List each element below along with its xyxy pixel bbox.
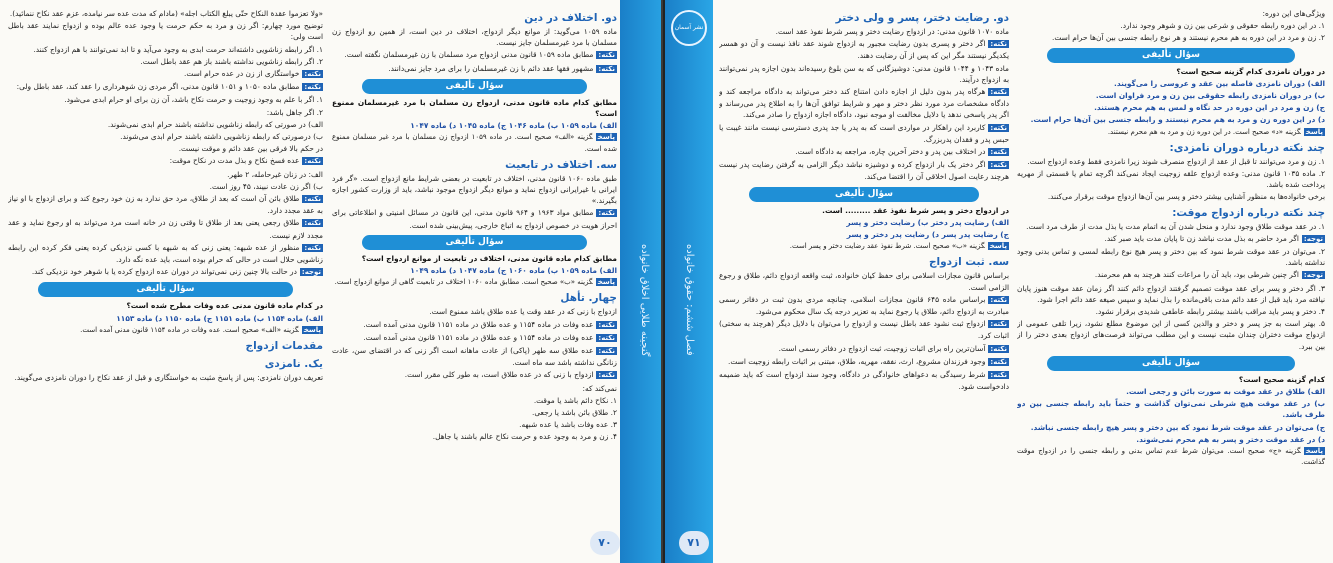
note-tag: نکته: bbox=[990, 161, 1008, 170]
note-text: ازدواج ثبت نشود عقد باطل نیست و ازدواج را می‌توان با دلایل دیگر (هرچند به سختی) اثبات کرد. bbox=[719, 319, 1010, 341]
p70-right-paragraph: نمی‌کند که: bbox=[582, 383, 617, 393]
p71-right-answer-option: ب) در عقد موقت هیچ شرطی نمی‌توان گذاشت و حتماً باید رابطه جنسی بین دو طرف باشد. bbox=[1017, 399, 1326, 420]
page-70 bbox=[0, 0, 661, 563]
note-tag: نکته: bbox=[598, 371, 615, 380]
p70-right-paragraph: طبق ماده ۱۰۶۰ قانون مدنی، اختلاف در تابعیت در بعضی شرایط مانع ازدواج است. «گر فرد ایرانی با غیرایرانی ازدواج نماید و موانع دیگر ازدواج موجود نباشد، باید از وزارت کشور اجازه بگیرند.» bbox=[332, 173, 617, 206]
p70-right-question-banner: سؤال تألیفی bbox=[362, 235, 587, 250]
p71-right-paragraph: ۱. زن و مرد می‌توانند تا قبل از عقد از ازدواج منصرف شوند زیرا نامزدی فقط وعده ازدواج است. bbox=[1027, 156, 1326, 166]
note-tag: توجه: bbox=[1303, 234, 1324, 243]
p71-right-note bbox=[1017, 233, 1325, 245]
p70-left-note bbox=[8, 242, 323, 265]
p70-right-question-text: مطابق کدام ماده قانون مدنی، ازدواج زن مسلمان با مرد غیرمسلمان ممنوع است؟ bbox=[332, 97, 617, 119]
p71-left-note bbox=[719, 294, 1009, 317]
p70-left-section-title: مقدمات ازدواج bbox=[245, 340, 323, 353]
p71-left-note bbox=[719, 159, 1009, 182]
note-text: طلاق بائن آن است که بعد از طلاق، مرد حق ندارد به زن خود رجوع کند و برای ازدواج با او نیاز به عقد مجدد دارد. bbox=[8, 194, 323, 216]
p70-right-section-title: دو. اختلاف در دین bbox=[524, 12, 617, 24]
p70-left-section-title: یک. نامزدی bbox=[264, 358, 323, 371]
note-text: منظور از عده شبهه: یعنی زنی که به شبهه با کسی نزدیکی کرده یعنی فکر کرده این رابطه زناشویی حلال است در حالی که حرام بوده است، باید عده نگه دارد. bbox=[8, 242, 323, 265]
p71-right-paragraph: ۵. بهتر است به جز پسر و دختر و والدین کسی از این موضوع مطلع نشود، زیرا تلقی عمومی از ازدواج موقت دختران چندان مثبت نیست و این مطلب می‌تواند فرصت‌های ازدواج بعدی دختر را از بین ببرد. bbox=[1017, 319, 1326, 351]
note-tag: نکته: bbox=[990, 344, 1008, 353]
note-text: اگر دختر یک بار ازدواج کرده و دوشیزه نباشد دیگر الزامی به گرفتن رضایت پدر نیست هرچند رعایت اصول اخلاقی آن را اقتضا می‌کند. bbox=[719, 160, 1010, 182]
note-text: شرط رسیدگی به دعواهای خانوادگی در دادگاه، وجود سند ازدواج است که باید ضمیمه دادخواست شود. bbox=[719, 370, 1010, 392]
p70-right-answer-explanation bbox=[332, 132, 617, 154]
p71-right-answer-option: الف) دوران نامزدی فاصله بین عقد و عروسی را می‌گویند. bbox=[1114, 78, 1326, 88]
right-page-sidebar-text: فصل ششم: حقوق خانواده bbox=[684, 244, 696, 356]
p70-right-paragraph: ۳. عده وفات باشد یا عده شبهه. bbox=[519, 420, 617, 430]
p71-left-note bbox=[719, 86, 1009, 121]
note-tag: نکته: bbox=[304, 157, 321, 166]
note-tag: توجه: bbox=[1303, 271, 1324, 280]
p71-right-paragraph: ۱. در این دوره رابطه حقوقی و شرعی بین زن و شوهر وجود ندارد. bbox=[1120, 21, 1326, 31]
p70-left-paragraph: توضیح مورد چهارم: اگر زن و مرد به حکم حرمت یا وجود عده عالم بوده و ازدواج نمایند عقد باطل است ولی: bbox=[8, 21, 323, 42]
note-tag: نکته: bbox=[598, 347, 615, 356]
note-text: در حالت بالا چنین زنی نمی‌تواند در دوران عده ازدواج کرده یا با شوهر خود نزدیکی کند. bbox=[31, 267, 297, 277]
note-tag: نکته: bbox=[598, 333, 615, 342]
p71-left-note bbox=[719, 343, 1009, 355]
p70-right-note bbox=[332, 207, 617, 230]
note-text: مشهور فقها عقد دائم با زن غیرمسلمان را برای مرد جایز نمی‌دانند. bbox=[388, 63, 594, 73]
answer-text: گزینه «ب» صحیح است. شرط نفوذ عقد رضایت دختر و پسر است. bbox=[789, 242, 985, 251]
p71-left-section-title: دو. رضایت دختر، پسر و ولی دختر bbox=[835, 12, 1010, 24]
note-tag: نکته: bbox=[304, 83, 321, 92]
p71-right-paragraph: ویژگی‌های این دوره: bbox=[1262, 9, 1326, 18]
note-tag: نکته: bbox=[304, 219, 321, 228]
note-text: کاربرد این راهکار در مواردی است که به پدر یا جد پدری دسترسی نیست مانند غیبت یا حبس پدر و فقدان پدربزرگ. bbox=[719, 122, 1010, 144]
note-text: عده طلاق سه طهر (پاکی) از عادت ماهانه است اگر زنی که در اقتضای سن، عادت زنانگی نداشته باشد سه ماه است. bbox=[332, 346, 617, 368]
p71-right-question-banner: سؤال تألیفی bbox=[1047, 48, 1295, 63]
p71-right-answer-option: ب) در دوران نامزدی رابطه حقوقی بین زن و مرد فراوان است. bbox=[1095, 91, 1326, 101]
p71-right-answer-option: د) در عقد موقت دختر و پسر به هم محرم نمی‌شوند. bbox=[1136, 434, 1326, 444]
p71-left-note bbox=[719, 369, 1009, 392]
p70-left-note bbox=[8, 217, 323, 240]
p70-left-paragraph: «ولا تعزموا عقدة النکاح حتّی یبلغ الکتاب اجله» (مادام که مدت عده سر نیامده، عزم عقد نکاح ننمائید). bbox=[9, 9, 323, 18]
p70-left-paragraph: در حکم بالا فرقی بین عقد دائم و موقت نیست. bbox=[178, 144, 323, 154]
p70-left-answer-explanation bbox=[8, 325, 323, 336]
p70-left-answer-option: الف) ماده ۱۱۵۴ ب) ماده ۱۱۵۱ ج) ماده ۱۱۵۰ د) ماده ۱۱۵۳ bbox=[116, 313, 323, 323]
p71-right-paragraph: ۴. دختر و پسر باید مراقب باشند بیشتر رابطه عاطفی شدیدی برقرار نشود. bbox=[1095, 307, 1326, 317]
note-tag: نکته: bbox=[990, 88, 1008, 97]
p70-right-note bbox=[332, 345, 617, 368]
p71-right-answer-option: د) در این دوره زن و مرد به هم محرم نیستند و رابطه جنسی بین آن‌ها حرام است. bbox=[1030, 115, 1326, 125]
note-text: هرگاه پدر بدون دلیل از اجازه دادن امتناع کند دختر می‌تواند به دادگاه مراجعه کند و دادگاه مشخصات مرد مورد نظر دختر و مهر و شرایط توافق آن‌ها را به اطلاع پدر می‌رساند و اگر پدر پاسخی ندهد یا دلایل مخالفت او موجه نبود، دادگاه اجازه ازدواج را صادر می‌کند. bbox=[719, 87, 1010, 120]
p70-left-note bbox=[8, 266, 323, 278]
p71-right-paragraph: ۲. ماده ۱۰۳۵ قانون مدنی: وعده ازدواج علقه زوجیت ایجاد نمی‌کند اگرچه تمام یا قسمتی از مهریه پرداخت شده باشد. bbox=[1017, 169, 1326, 190]
p70-left-question-banner: سؤال تألیفی bbox=[38, 282, 293, 297]
p70-right-question-banner: سؤال تألیفی bbox=[362, 79, 587, 94]
p70-right-section-title: چهار. تأهل bbox=[560, 292, 617, 305]
p70-left-paragraph: الف: در زنان غیرحامله، ۲ طهر. bbox=[227, 169, 323, 179]
note-text: در اختلاف بین پدر و دختر آخرین چاره، مراجعه به دادگاه است. bbox=[795, 147, 986, 157]
p71-left-question-text: در ازدواج دختر و پسر شرط نفوذ عقد ......... است. bbox=[822, 205, 1010, 215]
note-text: عده وفات در ماده ۱۱۵۴ و عده طلاق در ماده ۱۱۵۱ قانون مدنی آمده است. bbox=[363, 319, 594, 329]
note-text: آسان‌ترین راه برای اثبات زوجیت، ثبت ازدواج در دفاتر رسمی است. bbox=[778, 343, 986, 353]
p71-left-answer-option: ج) رضایت پدر پسر د) رضایت پدر دختر و پسر bbox=[846, 230, 1010, 240]
p71-left-answer-option: الف) رضایت پدر دختر ب) رضایت دختر و پسر bbox=[846, 217, 1010, 227]
p70-left-paragraph: ب) درصورتی که رابطه زناشویی داشته باشند حرام ابدی می‌شوند. bbox=[120, 132, 323, 142]
p70-right-paragraph: ۲. طلاق بائن باشد یا رجعی. bbox=[532, 408, 617, 418]
note-text: براساس ماده ۶۴۵ قانون مجازات اسلامی، چنانچه مردی بدون ثبت در دفاتر رسمی مبادرت به ازدواج دائم، طلاق یا رجوع نماید به تعزیر درجه یک سال محکوم می‌شود. bbox=[719, 294, 1010, 317]
note-tag: توجه: bbox=[301, 268, 321, 277]
note-tag: نکته: bbox=[990, 357, 1008, 366]
p71-right-paragraph: ۳. اگر دختر و پسر برای عقد موقت تصمیم گرفتند ازدواج دائم کنند اگر زمان عقد موقت هنوز پایان نیافته مرد باید قبل از عقد دائم مدت باقی‌مانده را بذل نماید و سپس صیغه عقد دائم اجرا شود. bbox=[1017, 283, 1326, 304]
p71-left-paragraph: ماده ۱۰۴۳ و ۱۰۴۴ قانون مدنی: دوشیزگانی که به سن بلوغ رسیده‌اند بدون اجازه پدر نمی‌توانند به ازدواج درآیند. bbox=[719, 63, 1010, 84]
p70-left-note bbox=[8, 193, 323, 216]
p71-right-answer-option: ج) می‌توان در عقد موقت شرط نمود که بین دختر و پسر هیچ رابطه جنسی نباشد. bbox=[1030, 422, 1326, 432]
answer-tag: پاسخ bbox=[303, 325, 321, 334]
note-text: خواستگاری از زن در عده حرام است. bbox=[183, 69, 300, 79]
p71-left-note bbox=[719, 122, 1009, 145]
left-page-sidebar-text: گنجینه طلایی اخلاق خانواده bbox=[639, 243, 650, 357]
right-page-left-column bbox=[719, 8, 1009, 543]
p70-right-note bbox=[332, 332, 617, 344]
p70-right-paragraph: ازدواج با زنی که در عقد وقت یا عده طلاق باشد ممنوع است. bbox=[429, 307, 617, 317]
p71-left-section-title: سه. ثبت ازدواج bbox=[928, 256, 1010, 269]
right-page-right-column bbox=[1017, 8, 1325, 543]
p71-left-note bbox=[719, 146, 1009, 158]
p71-right-question-text: در دوران نامزدی کدام گزینه صحیح است؟ bbox=[1176, 66, 1326, 76]
page-number-70: ۷۰ bbox=[590, 531, 620, 555]
p70-right-paragraph: ماده ۱۰۵۹ می‌گوید: از موانع دیگر ازدواج، اختلاف در دین است، از همین رو ازدواج زن مسلمان با مرد غیرمسلمان جایز نیست. bbox=[332, 27, 617, 48]
p71-right-answer-option: الف) طلاق در عقد موقت به صورت بائن و رجعی است. bbox=[1126, 387, 1326, 397]
answer-tag: پاسخ bbox=[597, 278, 615, 287]
note-tag: نکته: bbox=[990, 40, 1008, 49]
note-tag: نکته: bbox=[990, 320, 1008, 329]
p70-left-paragraph: تعریف دوران نامزدی: پس از پاسخ مثبت به خواستگاری و قبل از عقد نکاح را دوران نامزدی می‌گویند. bbox=[14, 373, 323, 383]
note-text: اگر چنین شرطی بود، باید آن را مراعات کنند هرچند به هم محرمند. bbox=[1094, 270, 1299, 280]
p71-right-note bbox=[1017, 269, 1325, 281]
answer-text: گزینه «ب» صحیح است. مطابق ماده ۱۰۶۰ اختلاف در تابعیت گاهی از موانع ازدواج است. bbox=[334, 278, 593, 287]
right-page-sidebar bbox=[665, 0, 713, 563]
answer-text: گزینه «الف» صحیح است. عده وفات در ماده ۱۱۵۴ قانون مدنی آمده است. bbox=[80, 325, 299, 334]
p70-right-answer-option: الف) ماده ۱۰۵۹ ب) ماده ۱۰۴۶ ج) ماده ۱۰۴۵ د) ماده ۱۰۴۷ bbox=[410, 121, 617, 131]
answer-text: گزینه «د» صحیح است. در این دوره زن و مرد به هم محرم نیستند. bbox=[1107, 127, 1301, 136]
note-text: اگر دختر و پسری بدون رضایت مجبور به ازدواج شوند عقد نافذ نیست و آن دو همسر یکدیگر نیستند مگر این که پس از آن رضایت دهند. bbox=[719, 39, 1010, 61]
p71-left-note bbox=[719, 318, 1009, 341]
p70-left-paragraph: ب) اگر زن عادت نبیند، ۴۵ روز است. bbox=[209, 181, 323, 191]
p71-right-paragraph: ۱. در عقد موقت طلاق وجود ندارد و منحل شدن آن به اتمام مدت یا بذل مدت از طرف مرد است. bbox=[1026, 221, 1326, 231]
p71-right-paragraph: ۲. می‌توان در عقد موقت شرط نمود که بین دختر و پسر هیچ نوع رابطه لمسی و تماس بدنی وجود نداشته باشد. bbox=[1017, 247, 1326, 268]
answer-text: گزینه «ج» صحیح است. می‌توان شرط عدم تماس بدنی و رابطه جنسی را در ازدواج موقت گذاشت. bbox=[1017, 447, 1326, 467]
publisher-logo: نشر آسمان bbox=[671, 10, 707, 46]
note-tag: نکته: bbox=[990, 295, 1008, 304]
p70-right-answer-option: الف) ماده ۱۰۵۹ ب) ماده ۱۰۶۰ ج) ماده ۱۰۴۷ د) ماده ۱۰۴۹ bbox=[410, 266, 617, 276]
p70-left-paragraph: ۱. اگر با علم به وجود زوجیت و حرمت نکاح باشد، آن زن برای او حرام ابدی می‌شود. bbox=[64, 95, 323, 105]
p71-left-note bbox=[719, 38, 1009, 61]
answer-tag: پاسخ bbox=[1305, 127, 1324, 136]
note-text: عده وفات در ماده ۱۱۵۴ و عده طلاق در ماده ۱۱۵۱ قانون مدنی آمده است. bbox=[363, 332, 594, 342]
note-tag: نکته: bbox=[598, 320, 615, 329]
p70-right-answer-explanation bbox=[332, 277, 617, 288]
p70-left-note bbox=[8, 155, 323, 167]
p70-left-paragraph: ۱. اگر رابطه زناشویی داشته‌اند حرمت ابدی به وجود می‌آید و تا ابد نمی‌توانند با هم ازدواج کنند. bbox=[33, 44, 323, 54]
p70-left-question-text: در کدام ماده قانون مدنی عده وفات مطرح شده است؟ bbox=[126, 301, 323, 311]
p70-right-note bbox=[332, 49, 617, 61]
p71-right-answer-option: ج) زن و مرد در این دوره در حد نگاه و لمس به هم محرم هستند. bbox=[1094, 103, 1326, 113]
note-text: طلاق رجعی یعنی بعد از طلاق تا وقتی زن در خانه است مرد می‌تواند به او رجوع نماید و عقد مجدد لازم نیست. bbox=[8, 218, 323, 240]
note-text: مطابق ماده ۱۰۵۰ و ۱۰۵۱ قانون مدنی، اگر مردی زن شوهرداری را عقد کند، عقد باطل ولی: bbox=[16, 82, 300, 92]
p71-right-section-title: چند نکته درباره دوران نامزدی: bbox=[1169, 141, 1326, 154]
p71-right-answer-explanation bbox=[1017, 446, 1325, 468]
note-tag: نکته: bbox=[598, 209, 615, 218]
p71-left-answer-explanation bbox=[719, 241, 1009, 252]
p70-right-paragraph: ۴. زن و مرد به وجود عده و حرمت نکاح عالم باشند یا جاهل. bbox=[432, 432, 617, 442]
note-tag: نکته: bbox=[598, 51, 615, 60]
p70-right-note bbox=[332, 63, 617, 75]
note-text: مطابق مواد ۱۹۶۳ و ۹۶۴ قانون مدنی، این قانون در مسائل امنیتی و اطلاعاتی برای احراز هویت در خصوص ازدواج به اتباع خارجی، پیش‌بینی شده است. bbox=[332, 208, 617, 230]
note-text: مطابق ماده ۱۰۵۹ قانون مدنی ازدواج مرد مسلمان با زن غیرمسلمان نگفته است. bbox=[344, 50, 594, 60]
p71-right-question-banner: سؤال تألیفی bbox=[1047, 356, 1295, 371]
p71-left-question-banner: سؤال تألیفی bbox=[749, 187, 979, 202]
p71-left-note bbox=[719, 356, 1009, 368]
p70-right-section-title: سه. اختلاف در تابعیت bbox=[505, 158, 617, 171]
p71-left-paragraph: براساس قانون مجازات اسلامی برای حفظ کیان خانواده، ثبت واقعه ازدواج دائم، طلاق و رجوع الزامی است. bbox=[719, 271, 1010, 292]
note-tag: نکته: bbox=[990, 148, 1008, 157]
p70-left-paragraph: الف) در صورتی که رابطه زناشویی نداشته باشند حرام ابدی نمی‌شوند. bbox=[107, 119, 323, 129]
note-text: ازدواج با زنی که در عده طلاق است، به طور کلی مقرر است. bbox=[404, 370, 594, 380]
answer-tag: پاسخ bbox=[597, 133, 615, 142]
answer-tag: پاسخ bbox=[1305, 447, 1324, 456]
note-tag: نکته: bbox=[598, 64, 615, 73]
page-number-71: ۷۱ bbox=[679, 531, 709, 555]
p71-right-answer-explanation bbox=[1017, 127, 1325, 138]
p71-right-section-title: چند نکته درباره ازدواج موقت: bbox=[1172, 206, 1326, 219]
p71-right-paragraph: ۲. زن و مرد در این دوره به هم محرم نیستند و هر نوع رابطه جنسی بین آن‌ها حرام است. bbox=[1052, 33, 1326, 43]
left-page-left-column bbox=[8, 8, 323, 543]
note-tag: نکته: bbox=[304, 195, 321, 204]
note-tag: نکته: bbox=[990, 371, 1008, 380]
p70-right-note bbox=[332, 319, 617, 331]
p70-right-paragraph: ۱. نکاح دائم باشد یا موقت. bbox=[533, 395, 617, 405]
left-page-sidebar bbox=[620, 0, 661, 563]
p71-right-paragraph: برخی خانواده‌ها به منظور آشنایی بیشتر دختر و پسر بین آن‌ها ازدواج موقت برقرار می‌کنند. bbox=[1047, 192, 1326, 202]
page-71 bbox=[665, 0, 1333, 563]
answer-tag: پاسخ bbox=[989, 242, 1008, 251]
note-tag: نکته: bbox=[304, 70, 321, 79]
note-text: اگر مرد حاضر به بذل مدت نباشد زن تا پایان مدت باید صبر کند. bbox=[1104, 233, 1299, 243]
p71-left-paragraph: ماده ۱۰۷۰ قانون مدنی: در ازدواج رضایت دختر و پسر شرط نفوذ عقد است. bbox=[775, 27, 1010, 36]
p70-left-paragraph: ۲. اگر رابطه زناشویی نداشته باشند باز هم عقد باطل است. bbox=[140, 56, 323, 66]
note-text: وجود فرزندان مشروع، ارث، نفقه، مهریه، طلاق، مبتنی بر اثبات رابطه زوجیت است. bbox=[728, 356, 986, 366]
p70-right-note bbox=[332, 369, 617, 381]
p70-left-note bbox=[8, 81, 323, 93]
left-page-right-column bbox=[332, 8, 617, 543]
note-tag: نکته: bbox=[990, 123, 1008, 132]
p70-left-note bbox=[8, 68, 323, 80]
p70-right-question-text: مطابق کدام ماده قانون مدنی، اختلاف در تابعیت از موانع ازدواج است؟ bbox=[361, 253, 617, 263]
p70-left-paragraph: ۲. اگر جاهل باشد: bbox=[266, 107, 323, 117]
answer-text: گزینه «الف» صحیح است. در ماده ۱۰۵۹ ازدواج زن مسلمان با مرد غیر مسلمان ممنوع شده است. bbox=[332, 133, 617, 153]
p71-right-question-text: کدام گزینه صحیح است؟ bbox=[1238, 374, 1326, 384]
note-text: عده فسخ نکاح و بذل مدت در نکاح موقت: bbox=[169, 156, 300, 166]
note-tag: نکته: bbox=[304, 243, 321, 252]
